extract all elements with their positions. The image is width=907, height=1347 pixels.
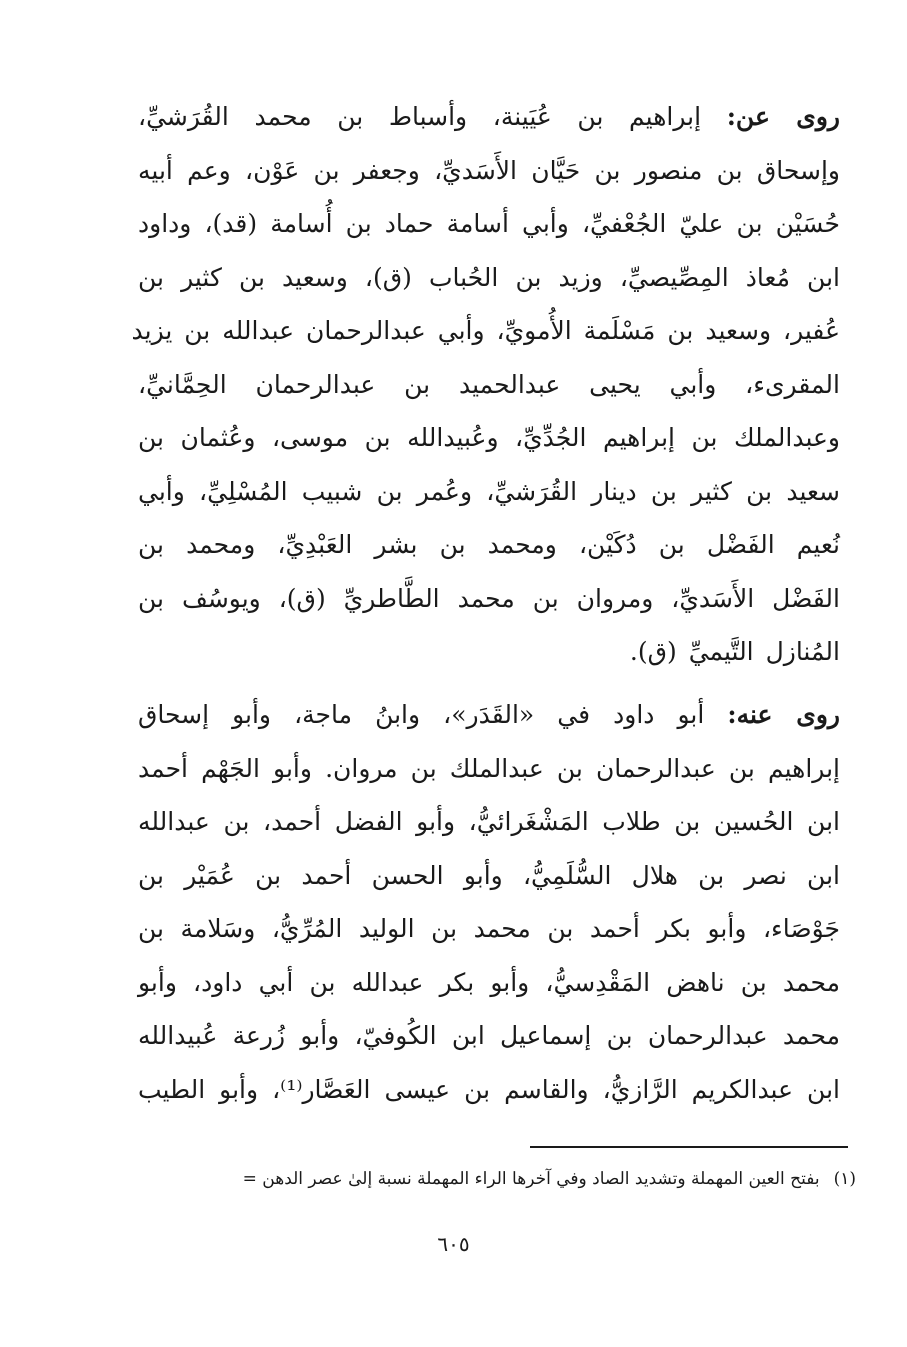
text-line: المُنازل التَّيميِّ (ق).	[629, 637, 840, 666]
text-line: وإسحاق بن منصور بن حَيَّان الأَسَديِّ، وجعفر بن عَوْن، وعم أبيه	[138, 155, 840, 185]
text-line	[138, 688, 840, 742]
page-number: ٦٠٥	[437, 1232, 470, 1256]
line-text: إبراهيم بن عُيَينة، وأسباط بن محمد القُرَشيِّ،	[138, 102, 702, 131]
text-line: ابن الحُسين بن طلاب المَشْغَرائيُّ، وأبو الفضل أحمد، بن عبدالله	[138, 807, 840, 836]
text-line: ابن نصر بن هلال السُّلَمِيُّ، وأبو الحسن أحمد بن عُمَيْر بن	[138, 860, 840, 890]
text-line: سعيد بن كثير بن دينار القُرَشيِّ، وعُمر بن شبيب المُسْلِيِّ، وأبي	[138, 476, 840, 506]
section-heading: روى عنه:	[727, 700, 841, 729]
text-line: ابن مُعاذ المِصِّيصيِّ، وزيد بن الحُباب (ق)، وسعيد بن كثير بن	[138, 262, 840, 292]
text-line	[138, 90, 840, 144]
text-line: الفَضْل الأَسَديِّ، ومروان بن محمد الطَّاطريِّ (ق)، ويوسُف بن	[138, 583, 840, 613]
text-line: عُفير، وسعيد بن مَسْلَمة الأُمويِّ، وأبي عبدالرحمان عبدالله بن يزيد	[131, 316, 840, 345]
text-line: المقرىء، وأبي يحيى عبدالحميد بن عبدالرحمان الحِمَّانيِّ،	[138, 369, 840, 399]
text-line: حُسَيْن بن عليّ الجُعْفيِّ، وأبي أسامة حماد بن أُسامة (قد)، وداود	[138, 209, 840, 238]
footnote	[120, 1162, 856, 1196]
narrated-by-section	[138, 688, 840, 1116]
footnote-marker: (١)	[833, 1169, 856, 1189]
text-line: محمد بن ناهض المَقْدِسيُّ، وأبو بكر عبدالله بن أبي داود، وأبو	[138, 967, 840, 997]
footnote-text: بفتح العين المهملة وتشديد الصاد وفي آخرها الراء المهملة نسبة إلىٰ عصر الدهن =	[242, 1169, 820, 1189]
text-line: وعبدالملك بن إبراهيم الجُدِّيِّ، وعُبيدالله بن موسى، وعُثمان بن	[138, 423, 840, 452]
text-line: ابن عبدالكريم الرَّازيُّ، والقاسم بن عيسى العَصَّار⁽¹⁾، وأبو الطيب	[138, 1074, 840, 1104]
text-line: محمد عبدالرحمان بن إسماعيل ابن الكُوفيّ، وأبو زُرعة عُبيدالله	[138, 1021, 840, 1050]
text-line: إبراهيم بن عبدالرحمان بن عبدالملك بن مروان. وأبو الجَهْم أحمد	[138, 753, 840, 783]
section-heading: روى عن:	[726, 102, 840, 131]
narrated-from-section	[131, 90, 840, 679]
line-text: أبو داود في «القَدَر»، وابنُ ماجة، وأبو إسحاق	[138, 700, 705, 729]
footnote-divider	[530, 1146, 848, 1148]
text-line: نُعيم الفَضْل بن دُكَيْن، ومحمد بن بشر العَبْدِيِّ، ومحمد بن	[138, 530, 840, 559]
text-line: جَوْصَاء، وأبو بكر أحمد بن محمد بن الوليد المُرِّيُّ، وسَلامة بن	[138, 914, 840, 943]
